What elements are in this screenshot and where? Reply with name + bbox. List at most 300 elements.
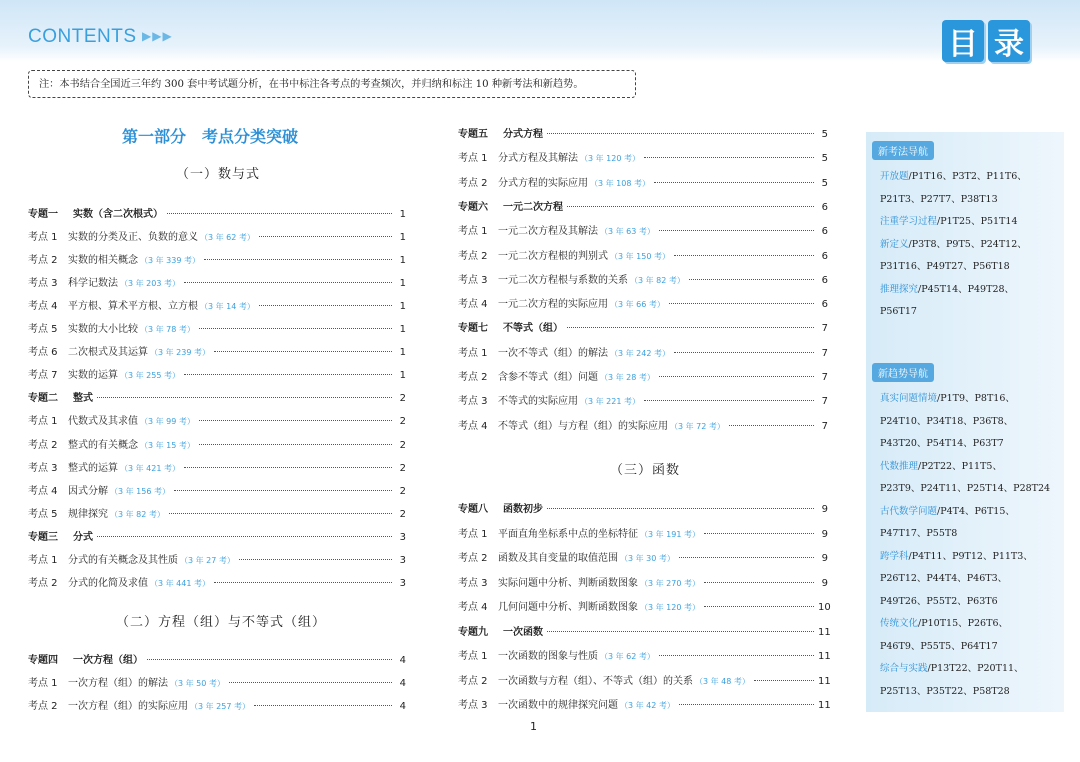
toc-page: 7 bbox=[821, 347, 828, 359]
toc-page: 9 bbox=[821, 504, 828, 515]
toc-number: 考点 2 bbox=[28, 701, 58, 712]
sidebar-category: 综合与实践 bbox=[880, 663, 928, 674]
toc-page: 1 bbox=[399, 370, 406, 382]
toc-leader-dots bbox=[674, 255, 814, 256]
toc-label: 二次根式及其运算 bbox=[68, 347, 148, 359]
toc-page: 1 bbox=[399, 209, 406, 220]
toc-leader-dots bbox=[199, 420, 392, 421]
new-trends-title: 新趋势导航 bbox=[872, 363, 934, 382]
toc-label: 几何问题中分析、判断函数图象 bbox=[498, 602, 638, 613]
sidebar-category: 推理探究 bbox=[880, 283, 919, 295]
toc-leader-dots bbox=[659, 230, 814, 231]
toc-frequency: （3 年 203 考） bbox=[120, 279, 180, 289]
toc-number: 考点 1 bbox=[28, 232, 58, 244]
toc-leader-dots bbox=[547, 631, 814, 632]
toc-page: 7 bbox=[821, 396, 828, 408]
toc-label: 一次函数与方程（组）、不等式（组）的关系 bbox=[498, 675, 693, 687]
toc-page: 1 bbox=[399, 347, 406, 359]
toc-number: 考点 4 bbox=[458, 420, 488, 432]
toc-page: 6 bbox=[821, 250, 828, 262]
toc-number: 专题七 bbox=[458, 323, 488, 335]
toc-leader-dots bbox=[689, 279, 814, 280]
toc-point-row[interactable] bbox=[28, 366, 406, 380]
toc-number: 考点 4 bbox=[458, 299, 488, 311]
toc-leader-dots bbox=[169, 513, 392, 514]
sidebar-category: 真实问题情境 bbox=[880, 393, 938, 404]
toc-leader-dots bbox=[659, 655, 814, 656]
toc-number: 考点 1 bbox=[28, 678, 58, 689]
toc-leader-dots bbox=[729, 425, 814, 426]
toc-number: 考点 3 bbox=[458, 396, 488, 408]
sidebar-ref-line bbox=[880, 591, 1056, 614]
toc-point-row[interactable] bbox=[458, 647, 831, 662]
toc-frequency: （3 年 257 考） bbox=[190, 702, 250, 711]
sidebar-refs: P46T9、P55T5、P64T17 bbox=[880, 640, 998, 652]
toc-label: 整式 bbox=[73, 393, 93, 405]
toc-number: 考点 5 bbox=[28, 324, 58, 336]
toc-frequency: （3 年 48 考） bbox=[695, 676, 750, 686]
toc-number: 考点 2 bbox=[458, 177, 488, 189]
toc-topic-row[interactable] bbox=[458, 125, 828, 139]
mulu-char-2: 录 bbox=[988, 20, 1030, 62]
sidebar-refs: /P3T8、P9T5、P24T12、 bbox=[908, 238, 1027, 250]
toc-number: 考点 2 bbox=[458, 372, 488, 383]
toc-point-row[interactable] bbox=[28, 251, 406, 265]
toc-label: 函数及其自变量的取值范围 bbox=[498, 553, 618, 564]
sidebar-refs: P47T17、P55T8 bbox=[880, 528, 958, 539]
toc-page: 5 bbox=[821, 153, 828, 165]
sidebar-category: 传统文化 bbox=[880, 618, 919, 629]
toc-leader-dots bbox=[229, 682, 392, 683]
toc-number: 专题四 bbox=[28, 655, 58, 666]
toc-number: 考点 1 bbox=[458, 153, 488, 165]
toc-point-row[interactable] bbox=[28, 297, 406, 311]
toc-label: 分式的有关概念及其性质 bbox=[68, 554, 178, 566]
toc-label: 实数的大小比较 bbox=[68, 324, 138, 336]
toc-leader-dots bbox=[567, 327, 814, 328]
toc-point-row[interactable] bbox=[458, 574, 828, 588]
sidebar-ref-line bbox=[880, 523, 1056, 546]
sidebar-ref-line bbox=[880, 433, 1056, 456]
toc-number: 专题六 bbox=[458, 201, 488, 213]
toc-frequency: （3 年 221 考） bbox=[580, 397, 640, 407]
toc-label: 一次方程（组）的解法 bbox=[68, 678, 168, 689]
toc-frequency: （3 年 150 考） bbox=[610, 251, 670, 261]
note-box: 注：本书结合全国近三年约 300 套中考试题分析，在书中标注各考点的考查频次，并归纳和标注 10 种新考法和新趋势。 bbox=[28, 70, 636, 98]
toc-number: 考点 3 bbox=[458, 577, 488, 589]
toc-frequency: （3 年 108 考） bbox=[590, 178, 650, 188]
toc-page: 10 bbox=[818, 602, 831, 613]
toc-label: 规律探究 bbox=[68, 508, 108, 520]
toc-label: 实数的相关概念 bbox=[68, 255, 138, 267]
toc-point-row[interactable] bbox=[28, 412, 406, 426]
sidebar-ref-line bbox=[880, 256, 1056, 279]
mulu-char-1: 目 bbox=[942, 20, 984, 62]
sidebar-category: 新定义 bbox=[880, 238, 909, 250]
toc-leader-dots bbox=[204, 259, 392, 260]
toc-frequency: （3 年 50 考） bbox=[170, 679, 225, 688]
toc-label: 一次函数的图象与性质 bbox=[498, 651, 598, 662]
toc-point-row[interactable] bbox=[28, 459, 406, 473]
sidebar-refs: P31T16、P49T27、P56T18 bbox=[880, 261, 1010, 272]
toc-label: 整式的运算 bbox=[68, 462, 118, 474]
sidebar-refs: /P1T16、P3T2、P11T6、 bbox=[908, 171, 1027, 182]
toc-frequency: （3 年 30 考） bbox=[620, 554, 675, 563]
toc-number: 考点 4 bbox=[28, 301, 58, 313]
sidebar-refs: /P45T14、P49T28、 bbox=[918, 283, 1015, 295]
toc-frequency: （3 年 191 考） bbox=[640, 529, 700, 539]
toc-number: 考点 1 bbox=[28, 554, 58, 566]
toc-point-row[interactable] bbox=[28, 674, 406, 688]
sidebar-ref-line bbox=[880, 681, 1056, 704]
toc-leader-dots bbox=[214, 351, 392, 352]
sidebar-ref-line bbox=[880, 388, 1056, 411]
toc-frequency: （3 年 27 考） bbox=[180, 555, 235, 565]
toc-point-row[interactable] bbox=[28, 320, 406, 334]
sidebar-refs: /P1T25、P51T14 bbox=[937, 216, 1018, 227]
toc-point-row[interactable] bbox=[458, 525, 828, 539]
toc-point-row[interactable] bbox=[458, 598, 831, 613]
toc-page: 6 bbox=[821, 299, 828, 311]
toc-leader-dots bbox=[184, 374, 392, 375]
toc-topic-row[interactable] bbox=[458, 198, 828, 212]
sidebar-ref-line bbox=[880, 211, 1056, 234]
toc-page: 2 bbox=[399, 393, 406, 405]
toc-number: 考点 1 bbox=[458, 347, 488, 359]
toc-leader-dots bbox=[547, 508, 814, 509]
toc-number: 考点 3 bbox=[458, 700, 488, 711]
toc-page: 2 bbox=[399, 462, 406, 474]
contents-title: CONTENTS bbox=[28, 26, 137, 47]
toc-topic-row[interactable] bbox=[458, 500, 828, 514]
sidebar-refs: P26T12、P44T4、P46T3、 bbox=[880, 573, 1008, 584]
toc-topic-row[interactable] bbox=[458, 623, 831, 638]
toc-number: 专题八 bbox=[458, 504, 488, 515]
sidebar-ref-line bbox=[880, 546, 1056, 569]
sidebar-category: 古代数学问题 bbox=[880, 505, 938, 517]
sidebar-category: 开放题 bbox=[880, 171, 909, 182]
sidebar-ref-line bbox=[880, 478, 1056, 501]
sidebar-ref-line bbox=[880, 234, 1056, 257]
toc-topic-row[interactable] bbox=[28, 389, 406, 403]
toc-label: 一元二次方程及其解法 bbox=[498, 226, 598, 238]
toc-page: 4 bbox=[399, 678, 406, 689]
toc-topic-row[interactable] bbox=[458, 319, 828, 333]
toc-page: 1 bbox=[399, 324, 406, 336]
toc-label: 代数式及其求值 bbox=[68, 416, 138, 428]
toc-number: 考点 2 bbox=[458, 675, 488, 687]
sidebar-refs: /P4T4、P6T15、 bbox=[937, 505, 1015, 517]
toc-leader-dots bbox=[567, 206, 814, 207]
toc-leader-dots bbox=[654, 182, 814, 183]
toc-page: 9 bbox=[821, 553, 828, 564]
toc-label: 实数的分类及正、负数的意义 bbox=[68, 232, 198, 244]
toc-page: 7 bbox=[821, 323, 828, 335]
new-methods-title: 新考法导航 bbox=[872, 141, 934, 160]
arrow-icons: ▶▶▶ bbox=[142, 29, 173, 43]
toc-number: 考点 1 bbox=[28, 416, 58, 428]
toc-page: 4 bbox=[399, 701, 406, 712]
toc-leader-dots bbox=[754, 680, 814, 681]
toc-leader-dots bbox=[259, 305, 392, 306]
toc-number: 考点 4 bbox=[458, 602, 488, 613]
toc-leader-dots bbox=[239, 559, 392, 560]
toc-label: 分式的化简及求值 bbox=[68, 577, 148, 589]
toc-page: 7 bbox=[821, 372, 828, 383]
toc-page: 6 bbox=[821, 274, 828, 286]
toc-frequency: （3 年 82 考） bbox=[630, 275, 685, 285]
toc-label: 一次函数中的规律探究问题 bbox=[498, 700, 618, 711]
toc-leader-dots bbox=[259, 236, 392, 237]
toc-leader-dots bbox=[547, 133, 814, 134]
toc-frequency: （3 年 66 考） bbox=[610, 300, 665, 310]
toc-frequency: （3 年 82 考） bbox=[110, 509, 165, 519]
toc-label: 平方根、算术平方根、立方根 bbox=[68, 301, 198, 313]
toc-leader-dots bbox=[644, 157, 814, 158]
toc-number: 考点 3 bbox=[458, 274, 488, 286]
toc-frequency: （3 年 28 考） bbox=[600, 373, 655, 382]
toc-point-row[interactable] bbox=[28, 574, 406, 588]
toc-point-row[interactable] bbox=[458, 222, 828, 236]
sidebar-ref-line bbox=[880, 501, 1056, 524]
toc-number: 考点 6 bbox=[28, 347, 58, 359]
toc-label: 一次方程（组）的实际应用 bbox=[68, 701, 188, 712]
toc-frequency: （3 年 62 考） bbox=[200, 233, 255, 243]
toc-point-row[interactable] bbox=[28, 343, 406, 357]
toc-point-row[interactable] bbox=[28, 551, 406, 565]
toc-number: 考点 1 bbox=[458, 528, 488, 540]
sidebar-refs: /P2T22、P11T5、 bbox=[918, 460, 1002, 472]
toc-frequency: （3 年 239 考） bbox=[150, 348, 210, 358]
toc-number: 考点 2 bbox=[458, 250, 488, 262]
toc-page: 5 bbox=[821, 177, 828, 189]
toc-label: 一元二次方程 bbox=[503, 201, 563, 213]
toc-number: 考点 2 bbox=[28, 255, 58, 267]
toc-point-row[interactable] bbox=[28, 436, 406, 450]
toc-page: 1 bbox=[399, 232, 406, 244]
toc-point-row[interactable] bbox=[458, 368, 828, 382]
toc-frequency: （3 年 270 考） bbox=[640, 578, 700, 588]
sidebar-refs: /P1T9、P8T16、 bbox=[937, 393, 1015, 404]
toc-page: 1 bbox=[399, 255, 406, 267]
sidebar-ref-line bbox=[880, 658, 1056, 681]
toc-point-row[interactable] bbox=[458, 549, 828, 563]
sidebar-refs: P43T20、P54T14、P63T7 bbox=[880, 438, 1004, 449]
toc-label: 含参不等式（组）问题 bbox=[498, 372, 598, 383]
toc-frequency: （3 年 421 考） bbox=[120, 463, 180, 473]
toc-frequency: （3 年 42 考） bbox=[620, 701, 675, 710]
toc-point-row[interactable] bbox=[458, 344, 828, 358]
sidebar-ref-line bbox=[880, 411, 1056, 434]
toc-page: 2 bbox=[399, 416, 406, 428]
toc-point-row[interactable] bbox=[28, 228, 406, 242]
sidebar-category: 代数推理 bbox=[880, 460, 919, 472]
toc-leader-dots bbox=[174, 490, 392, 491]
toc-page: 11 bbox=[818, 700, 831, 711]
toc-leader-dots bbox=[704, 606, 814, 607]
toc-label: 不等式的实际应用 bbox=[498, 396, 578, 408]
toc-topic-row[interactable] bbox=[28, 205, 406, 219]
toc-leader-dots bbox=[184, 467, 392, 468]
toc-frequency: （3 年 14 考） bbox=[200, 302, 255, 312]
sidebar-refs: P56T17 bbox=[880, 306, 917, 317]
toc-point-row[interactable] bbox=[28, 697, 406, 711]
toc-label: 科学记数法 bbox=[68, 278, 118, 290]
toc-frequency: （3 年 120 考） bbox=[640, 603, 700, 612]
toc-page: 2 bbox=[399, 439, 406, 451]
toc-frequency: （3 年 441 考） bbox=[150, 578, 210, 588]
toc-number: 考点 1 bbox=[458, 651, 488, 662]
toc-point-row[interactable] bbox=[458, 392, 828, 406]
toc-frequency: （3 年 120 考） bbox=[580, 154, 640, 164]
page-number: 1 bbox=[530, 720, 537, 733]
toc-leader-dots bbox=[97, 397, 392, 398]
toc-label: 不等式（组） bbox=[503, 323, 563, 335]
toc-leader-dots bbox=[214, 582, 392, 583]
toc-point-row[interactable] bbox=[28, 505, 406, 519]
toc-point-row[interactable] bbox=[458, 295, 828, 309]
toc-number: 专题二 bbox=[28, 393, 58, 405]
sidebar-refs: /P13T22、P20T11、 bbox=[927, 663, 1024, 674]
toc-frequency: （3 年 242 考） bbox=[610, 348, 670, 358]
mulu-logo bbox=[942, 20, 1030, 62]
toc-page: 2 bbox=[399, 508, 406, 520]
toc-number: 考点 2 bbox=[458, 553, 488, 564]
toc-label: 分式方程的实际应用 bbox=[498, 177, 588, 189]
toc-label: 一元二次方程根的判别式 bbox=[498, 250, 608, 262]
toc-leader-dots bbox=[679, 704, 814, 705]
toc-topic-row[interactable] bbox=[28, 528, 406, 542]
toc-leader-dots bbox=[199, 444, 392, 445]
toc-frequency: （3 年 62 考） bbox=[600, 652, 655, 661]
toc-leader-dots bbox=[704, 533, 814, 534]
toc-label: 分式方程 bbox=[503, 129, 543, 140]
toc-frequency: （3 年 99 考） bbox=[140, 417, 195, 427]
sidebar-ref-line bbox=[880, 613, 1056, 636]
toc-page: 9 bbox=[821, 577, 828, 589]
toc-point-row[interactable] bbox=[458, 149, 828, 163]
section-title-3: （三）函数 bbox=[610, 463, 681, 478]
toc-number: 考点 2 bbox=[28, 577, 58, 589]
toc-label: 实数（含二次根式） bbox=[73, 209, 163, 220]
sidebar-ref-line bbox=[880, 166, 1056, 189]
toc-page: 11 bbox=[818, 675, 831, 687]
toc-label: 整式的有关概念 bbox=[68, 439, 138, 451]
toc-number: 专题三 bbox=[28, 531, 58, 543]
toc-point-row[interactable] bbox=[458, 247, 828, 261]
toc-page: 3 bbox=[399, 531, 406, 543]
toc-frequency: （3 年 156 考） bbox=[110, 486, 170, 496]
toc-label: 一元二次方程的实际应用 bbox=[498, 299, 608, 311]
sidebar-refs: P21T3、P27T7、P38T13 bbox=[880, 193, 998, 205]
toc-page: 11 bbox=[818, 651, 831, 662]
sidebar-ref-line bbox=[880, 568, 1056, 591]
toc-page: 1 bbox=[399, 278, 406, 290]
toc-point-row[interactable] bbox=[28, 482, 406, 496]
toc-leader-dots bbox=[184, 282, 392, 283]
toc-page: 6 bbox=[821, 226, 828, 238]
toc-leader-dots bbox=[147, 659, 392, 660]
toc-leader-dots bbox=[97, 536, 392, 537]
toc-point-row[interactable] bbox=[458, 672, 831, 687]
toc-leader-dots bbox=[199, 328, 392, 329]
toc-number: 考点 5 bbox=[28, 508, 58, 520]
toc-point-row[interactable] bbox=[458, 417, 828, 431]
toc-number: 专题五 bbox=[458, 129, 488, 140]
sidebar-ref-line bbox=[880, 301, 1056, 324]
section-title-1: （一）数与式 bbox=[176, 167, 261, 182]
toc-label: 一次不等式（组）的解法 bbox=[498, 347, 608, 359]
toc-point-row[interactable] bbox=[458, 174, 828, 188]
toc-label: 实数的运算 bbox=[68, 370, 118, 382]
toc-number: 考点 3 bbox=[28, 278, 58, 290]
toc-page: 6 bbox=[821, 201, 828, 213]
toc-label: 分式方程及其解法 bbox=[498, 153, 578, 165]
toc-leader-dots bbox=[167, 213, 392, 214]
toc-number: 考点 2 bbox=[28, 439, 58, 451]
toc-number: 专题九 bbox=[458, 626, 488, 638]
toc-number: 考点 1 bbox=[458, 226, 488, 238]
toc-number: 专题一 bbox=[28, 209, 58, 220]
toc-number: 考点 3 bbox=[28, 462, 58, 474]
toc-point-row[interactable] bbox=[458, 696, 831, 711]
toc-page: 3 bbox=[399, 577, 406, 589]
toc-page: 9 bbox=[821, 528, 828, 540]
toc-topic-row[interactable] bbox=[28, 651, 406, 665]
toc-label: 函数初步 bbox=[503, 504, 543, 515]
toc-page: 2 bbox=[399, 485, 406, 497]
part-title: 第一部分 考点分类突破 bbox=[122, 127, 299, 146]
toc-page: 3 bbox=[399, 554, 406, 566]
toc-leader-dots bbox=[669, 303, 814, 304]
toc-leader-dots bbox=[644, 400, 814, 401]
sidebar-ref-line bbox=[880, 636, 1056, 659]
toc-page: 1 bbox=[399, 301, 406, 313]
sidebar-refs: P23T9、P24T11、P25T14、P28T24 bbox=[880, 483, 1051, 494]
toc-leader-dots bbox=[674, 352, 814, 353]
new-trends-section bbox=[866, 362, 1056, 703]
toc-label: 一元二次方程根与系数的关系 bbox=[498, 274, 628, 286]
section-title-2: （二）方程（组）与不等式（组） bbox=[116, 615, 327, 630]
toc-label: 分式 bbox=[73, 531, 93, 543]
toc-page: 11 bbox=[818, 626, 831, 638]
new-methods-section bbox=[866, 140, 1056, 324]
sidebar-ref-line bbox=[880, 189, 1056, 212]
toc-frequency: （3 年 15 考） bbox=[140, 440, 195, 450]
toc-frequency: （3 年 72 考） bbox=[670, 421, 725, 431]
sidebar-refs: P49T26、P55T2、P63T6 bbox=[880, 595, 998, 607]
toc-point-row[interactable] bbox=[458, 271, 828, 285]
toc-frequency: （3 年 255 考） bbox=[120, 371, 180, 381]
sidebar-refs: /P10T15、P26T6、 bbox=[918, 618, 1008, 629]
toc-point-row[interactable] bbox=[28, 274, 406, 288]
toc-label: 因式分解 bbox=[68, 485, 108, 497]
toc-frequency: （3 年 78 考） bbox=[140, 325, 195, 335]
sidebar-ref-line bbox=[880, 279, 1056, 302]
sidebar-category: 注重学习过程 bbox=[880, 216, 938, 227]
toc-leader-dots bbox=[254, 705, 392, 706]
sidebar-refs: P25T13、P35T22、P58T28 bbox=[880, 685, 1010, 697]
toc-frequency: （3 年 339 考） bbox=[140, 256, 200, 266]
toc-page: 5 bbox=[821, 129, 828, 140]
toc-label: 实际问题中分析、判断函数图象 bbox=[498, 577, 638, 589]
sidebar-ref-line bbox=[880, 456, 1056, 479]
toc-leader-dots bbox=[704, 582, 814, 583]
sidebar-refs: /P4T11、P9T12、P11T3、 bbox=[908, 550, 1033, 562]
toc-leader-dots bbox=[659, 376, 814, 377]
toc-label: 一次方程（组） bbox=[73, 655, 143, 666]
toc-number: 考点 7 bbox=[28, 370, 58, 382]
